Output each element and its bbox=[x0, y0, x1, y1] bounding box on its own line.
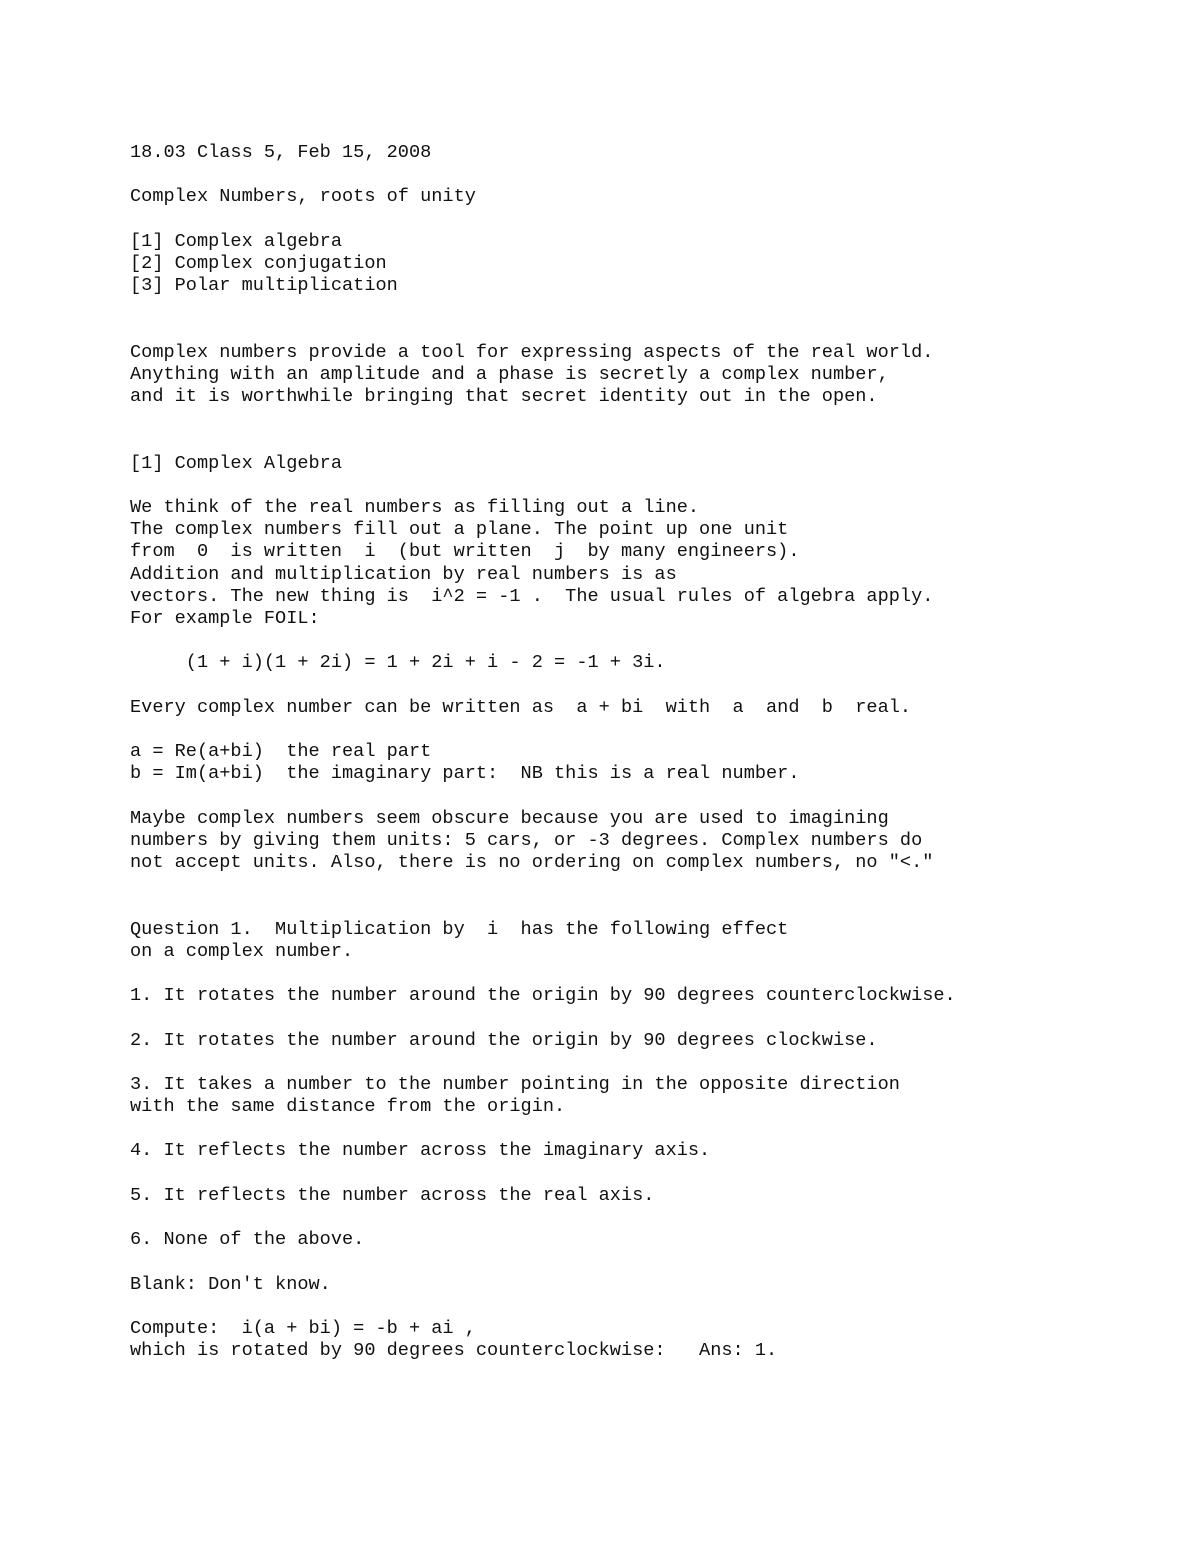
section-heading: [1] Complex Algebra bbox=[130, 452, 343, 474]
section-text-line: vectors. The new thing is i^2 = -1 . The usual rules of algebra apply. bbox=[130, 585, 934, 607]
doc-header: 18.03 Class 5, Feb 15, 2008 bbox=[130, 142, 432, 163]
blank-line bbox=[130, 475, 1170, 497]
section-text-line: The complex numbers fill out a plane. The point up one unit bbox=[130, 519, 789, 541]
blank-line bbox=[130, 408, 1170, 430]
equation-line: (1 + i)(1 + 2i) = 1 + 2i + i - 2 = -1 + 3i. bbox=[130, 652, 666, 674]
outline-item: [3] Polar multiplication bbox=[130, 275, 398, 297]
answer-option: 6. None of the above. bbox=[130, 1229, 365, 1251]
blank-line bbox=[130, 1007, 1170, 1029]
solution-line: which is rotated by 90 degrees counterclockwise: Ans: 1. bbox=[130, 1340, 778, 1362]
answer-option: 5. It reflects the number across the real axis. bbox=[130, 1184, 655, 1206]
section-text-line: We think of the real numbers as filling out a line. bbox=[130, 497, 700, 518]
definition-line: b = Im(a+bi) the imaginary part: NB this is a real number. bbox=[130, 763, 800, 785]
blank-line bbox=[130, 320, 1170, 342]
intro-paragraph-line: Complex numbers provide a tool for expressing aspects of the real world. bbox=[130, 341, 934, 363]
solution-line: Compute: i(a + bi) = -b + ai , bbox=[130, 1317, 476, 1339]
blank-line bbox=[130, 719, 1170, 741]
blank-line bbox=[130, 874, 1170, 896]
section-text-line: Every complex number can be written as a + bi with a and b real. bbox=[130, 696, 912, 718]
outline-item: [2] Complex conjugation bbox=[130, 252, 387, 274]
answer-option: 1. It rotates the number around the origin by 90 degrees counterclockwise. bbox=[130, 985, 956, 1007]
section-text-line: numbers by giving them units: 5 cars, or -3 degrees. Complex numbers do bbox=[130, 829, 923, 851]
blank-line bbox=[130, 785, 1170, 807]
blank-line bbox=[130, 896, 1170, 918]
blank-line bbox=[130, 430, 1170, 452]
blank-line bbox=[130, 297, 1170, 319]
section-text-line: For example FOIL: bbox=[130, 607, 320, 629]
intro-paragraph-line: Anything with an amplitude and a phase is secretly a complex number, bbox=[130, 363, 889, 385]
section-text-line: Addition and multiplication by real numbers is as bbox=[130, 563, 677, 585]
blank-line bbox=[130, 963, 1170, 985]
question-heading: Question 1. Multiplication by i has the following effect bbox=[130, 918, 789, 940]
blank-line bbox=[130, 164, 1170, 186]
section-text-line: Maybe complex numbers seem obscure because you are used to imagining bbox=[130, 807, 889, 829]
answer-option: 3. It takes a number to the number pointing in the opposite direction bbox=[130, 1073, 900, 1095]
blank-line bbox=[130, 1296, 1170, 1318]
document-page bbox=[130, 142, 1170, 1362]
intro-paragraph-line: and it is worthwhile bringing that secret identity out in the open. bbox=[130, 386, 878, 408]
blank-line bbox=[130, 209, 1170, 231]
blank-line bbox=[130, 1163, 1170, 1185]
doc-title: Complex Numbers, roots of unity bbox=[130, 186, 476, 208]
answer-option: 4. It reflects the number across the imaginary axis. bbox=[130, 1140, 711, 1162]
blank-line bbox=[130, 1118, 1170, 1140]
section-text-line: not accept units. Also, there is no ordering on complex numbers, no "<." bbox=[130, 852, 934, 873]
answer-option: with the same distance from the origin. bbox=[130, 1096, 566, 1118]
outline-item: [1] Complex algebra bbox=[130, 230, 343, 252]
definition-line: a = Re(a+bi) the real part bbox=[130, 741, 432, 763]
section-text-line: from 0 is written i (but written j by many engineers). bbox=[130, 541, 800, 563]
blank-line bbox=[130, 1251, 1170, 1273]
question-text-line: on a complex number. bbox=[130, 940, 354, 962]
answer-option: 2. It rotates the number around the origin by 90 degrees clockwise. bbox=[130, 1029, 878, 1051]
blank-line bbox=[130, 1052, 1170, 1074]
blank-line bbox=[130, 1207, 1170, 1229]
blank-line bbox=[130, 630, 1170, 652]
answer-option: Blank: Don't know. bbox=[130, 1273, 331, 1295]
blank-line bbox=[130, 675, 1170, 697]
